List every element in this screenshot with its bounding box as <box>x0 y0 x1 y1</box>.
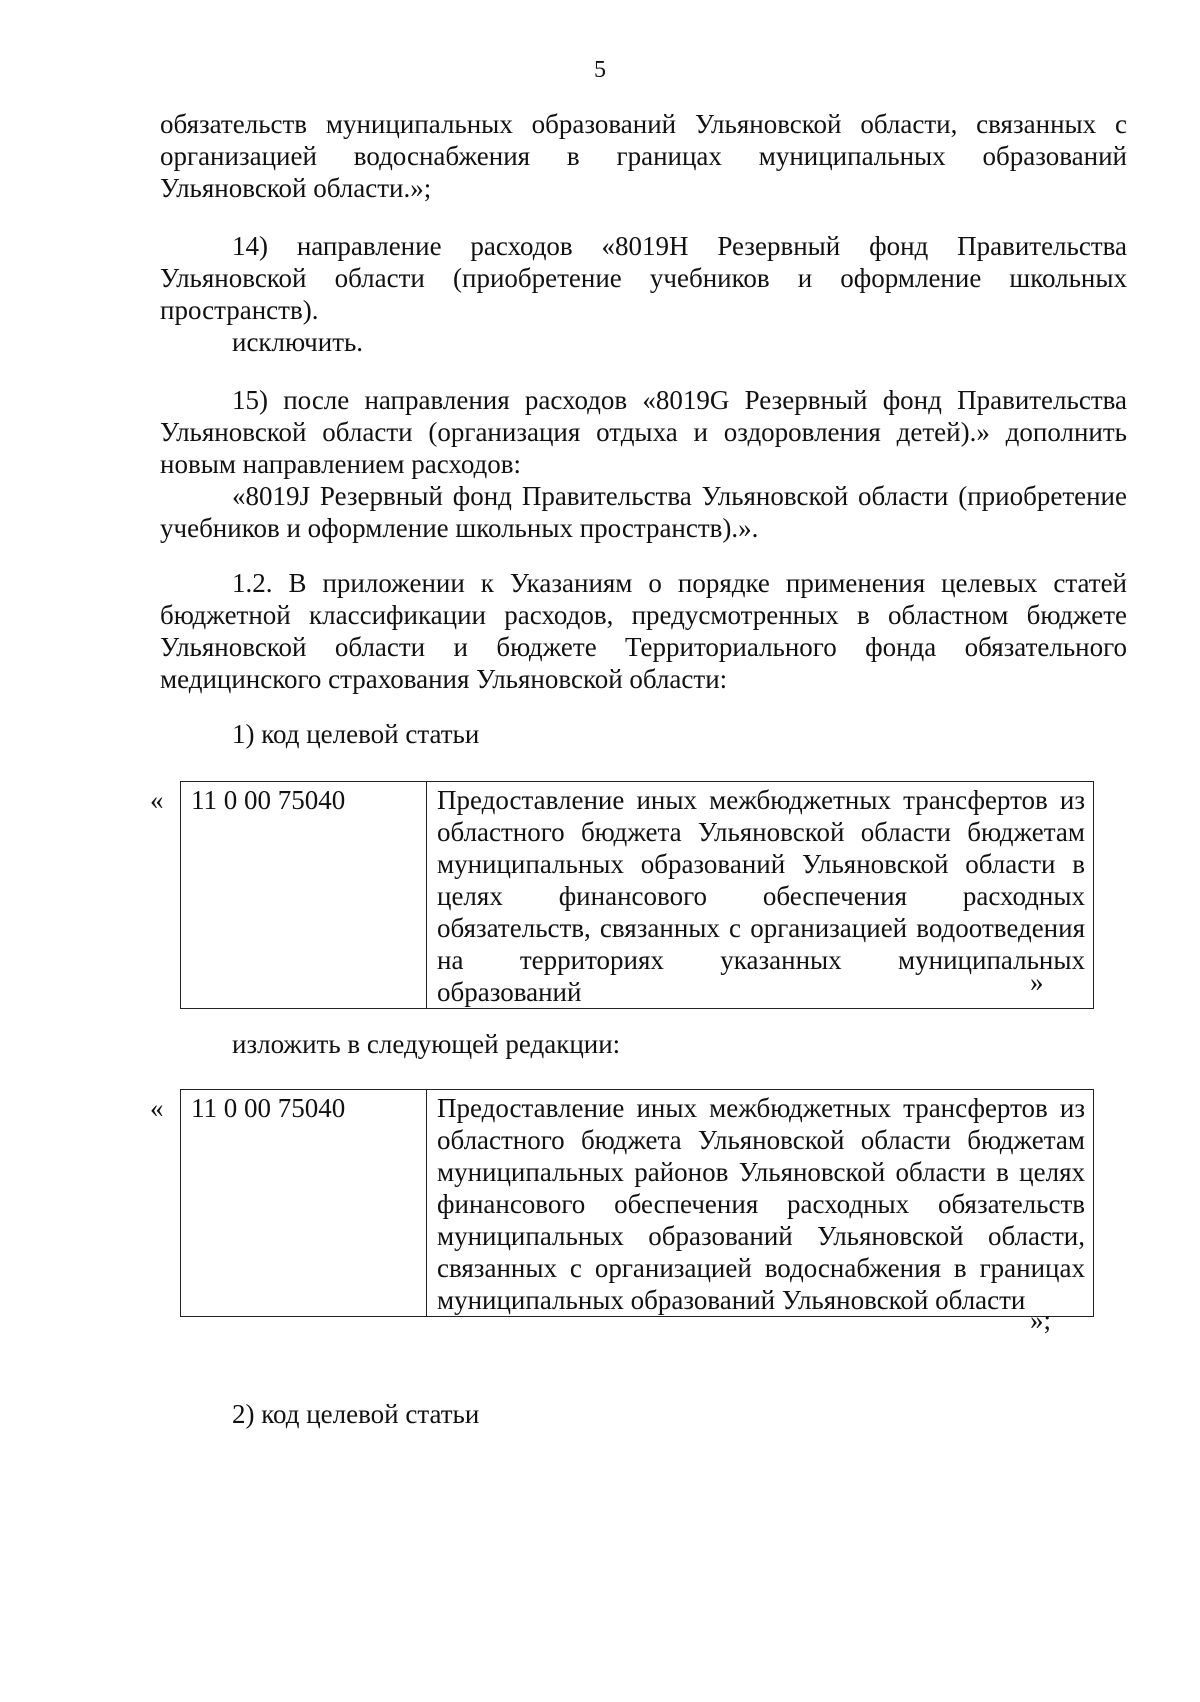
intro-text: обязательств муниципальных образований Ульяновской области, связанных с организацией водоснабжения в границах муниципальных образований Ульяновской области.»; <box>160 109 1127 203</box>
edit-phrase <box>160 1028 1127 1060</box>
old-table-quote-close: » <box>1030 967 1044 997</box>
item-15-text: 15) после направления расходов «8019G Резервный фонд Правительства Ульяновской области (организация отдыха и оздоровления детей).» дополнить новым направлением расходов: <box>160 385 1127 479</box>
item-1-heading-text: 1) код целевой статьи <box>232 719 480 749</box>
new-description-cell: Предоставление иных межбюджетных трансфертов из областного бюджета Ульяновской области бюджетам муниципальных районов Ульяновской области в целях финансового обеспечения расходных обязательств муниципальных образований Ульяновской области, связанных с организацией водоснабжения в границах муниципальных образований Ульяновской области <box>427 1090 1094 1317</box>
old-table-quote-open: « <box>150 785 164 815</box>
item-14-text: 14) направление расходов «8019H Резервный фонд Правительства Ульяновской области (приобретение учебников и оформление школьных пространств). <box>160 231 1127 325</box>
edit-phrase-text: изложить в следующей редакции: <box>232 1029 621 1059</box>
old-description-cell: Предоставление иных межбюджетных трансфертов из областного бюджета Ульяновской области бюджетам муниципальных образований Ульяновской области в целях финансового обеспечения расходных обязательств, связанных с организацией водоотведения на территориях указанных муниципальных образований <box>427 782 1094 1009</box>
item-2-heading-text: 2) код целевой статьи <box>232 1399 480 1429</box>
table-row <box>181 1090 1094 1317</box>
old-code-cell: 11 0 00 75040 <box>181 782 427 1009</box>
intro-paragraph <box>160 108 1127 204</box>
item-2-heading <box>160 1398 1127 1430</box>
new-table-quote-open: « <box>150 1093 164 1123</box>
item-1-heading <box>160 718 1127 750</box>
item-14 <box>160 230 1127 358</box>
page-number: 5 <box>594 57 606 83</box>
item-14-action: исключить. <box>232 327 364 357</box>
section-1-2 <box>160 567 1127 695</box>
item-15 <box>160 384 1127 544</box>
item-15-addition: «8019J Резервный фонд Правительства Ульяновской области (приобретение учебников и оформление школьных пространств).». <box>160 481 1127 543</box>
new-code-table <box>180 1089 1094 1317</box>
section-1-2-text: 1.2. В приложении к Указаниям о порядке применения целевых статей бюджетной классификации расходов, предусмотренных в областном бюджете Ульяновской области и бюджете Территориального фонда обязательного медицинского страхования Ульяновской области: <box>160 568 1127 694</box>
new-table-quote-close: »; <box>1030 1305 1052 1335</box>
table-row <box>181 782 1094 1009</box>
old-code-table <box>180 781 1094 1009</box>
new-code-cell: 11 0 00 75040 <box>181 1090 427 1317</box>
